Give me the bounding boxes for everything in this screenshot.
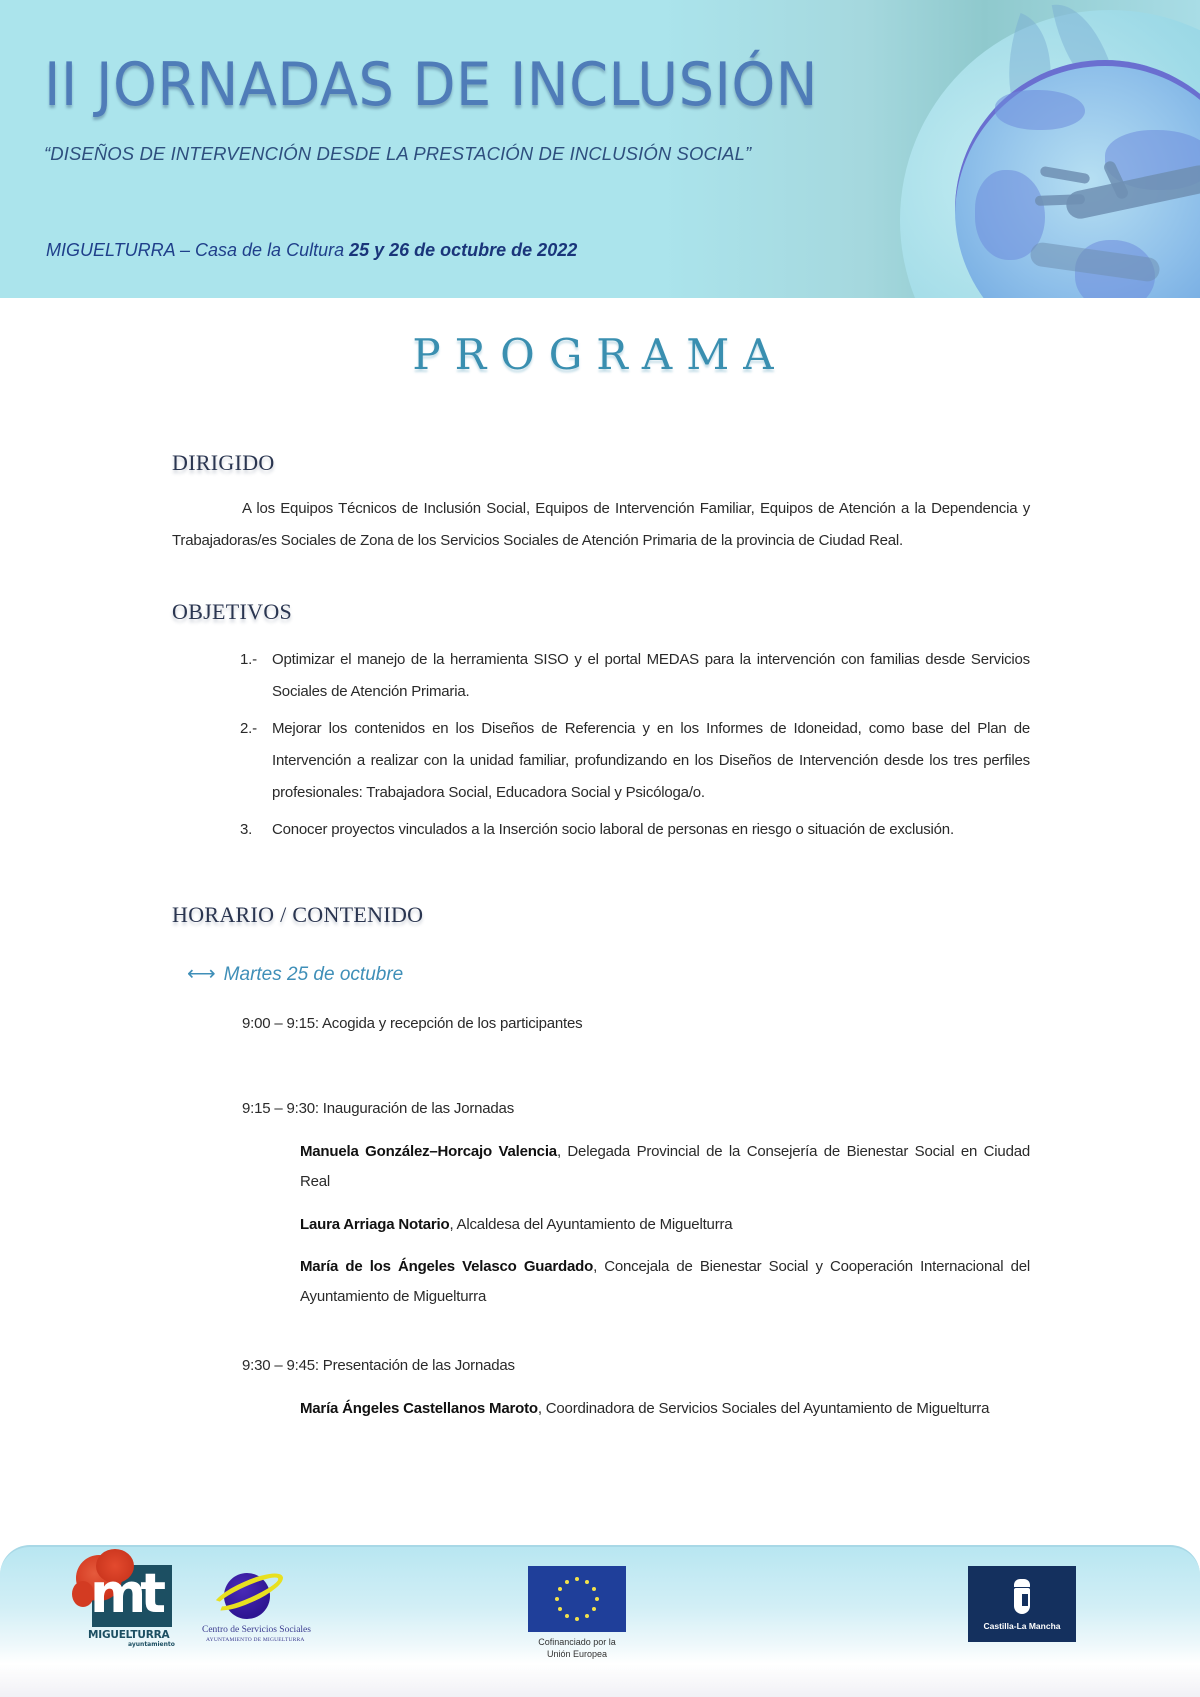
- logo-name: MIGUELTURRA: [88, 1629, 170, 1641]
- location-text: MIGUELTURRA – Casa de la Cultura: [46, 240, 350, 260]
- speaker-role: , Alcaldesa del Ayuntamiento de Miguelturra: [449, 1216, 733, 1233]
- eu-flag-icon: [528, 1566, 626, 1632]
- speaker-name: María Ángeles Castellanos Maroto: [300, 1400, 538, 1417]
- speaker-entry: [300, 1137, 1030, 1197]
- objective-item: [240, 644, 1030, 708]
- objectives-list: [240, 644, 1030, 851]
- speaker-role: , Concejala de Bienestar Social y Cooperación Internacional del Ayuntamiento de Miguelturra: [300, 1258, 1030, 1305]
- eu-star-icon: [558, 1607, 562, 1611]
- event-subtitle: “DISEÑOS DE INTERVENCIÓN DESDE LA PRESTACIÓN DE INCLUSIÓN SOCIAL”: [44, 143, 752, 164]
- eu-star-icon: [565, 1614, 569, 1618]
- eu-star-icon: [595, 1597, 599, 1601]
- eu-star-icon: [592, 1607, 596, 1611]
- speaker-entry: [300, 1210, 1030, 1240]
- objective-item: [240, 814, 1030, 846]
- event-dates: 25 y 26 de octubre de 2022: [349, 240, 578, 260]
- speaker-role: , Delegada Provincial de la Consejería de Bienestar Social en Ciudad Real: [300, 1143, 1030, 1190]
- centro-servicios-sociales-logo: [200, 1563, 310, 1648]
- speaker-role: , Coordinadora de Servicios Sociales del Ayuntamiento de Miguelturra: [537, 1400, 990, 1417]
- day-heading: [187, 961, 403, 986]
- eu-star-icon: [575, 1577, 579, 1581]
- schedule-slot: 9:30 – 9:45: Presentación de las Jornadas: [242, 1357, 515, 1374]
- objective-number: 3.: [240, 821, 253, 838]
- eu-star-icon: [592, 1587, 596, 1591]
- speaker-entry: [300, 1394, 1030, 1424]
- shield-icon: [1014, 1588, 1030, 1614]
- eu-star-icon: [555, 1597, 559, 1601]
- eu-star-icon: [585, 1580, 589, 1584]
- event-location: [46, 240, 577, 261]
- objective-text: Optimizar el manejo de la herramienta SISO y el portal MEDAS para la intervención con familias desde Servicios Sociales de Atención Primaria.: [272, 651, 1030, 700]
- header-banner: [0, 0, 1200, 298]
- eu-caption-line1: Cofinanciado por la: [538, 1637, 616, 1647]
- event-title: II JORNADAS DE INCLUSIÓN: [44, 50, 819, 120]
- objective-number: 1.-: [240, 651, 257, 668]
- logo-letters: mt: [90, 1562, 161, 1625]
- speaker-name: Manuela González–Horcajo Valencia: [300, 1143, 557, 1160]
- eu-star-icon: [575, 1617, 579, 1621]
- schedule-slot: 9:00 – 9:15: Acogida y recepción de los participantes: [242, 1015, 583, 1032]
- speaker-entry: [300, 1252, 1030, 1312]
- miguelturra-logo: [76, 1555, 174, 1650]
- finger-graphic: [1035, 194, 1085, 206]
- castilla-la-mancha-logo: [968, 1566, 1076, 1642]
- clm-label: Castilla-La Mancha: [983, 1621, 1061, 1631]
- section-heading-horario: HORARIO / CONTENIDO: [172, 902, 424, 927]
- section-heading-objetivos: OBJETIVOS: [172, 599, 293, 624]
- section-heading-dirigido: DIRIGIDO: [172, 450, 275, 475]
- objective-text: Conocer proyectos vinculados a la Inserción socio laboral de personas en riesgo o situación de exclusión.: [272, 821, 954, 838]
- eu-star-icon: [558, 1587, 562, 1591]
- eu-star-icon: [565, 1580, 569, 1584]
- eu-star-icon: [585, 1614, 589, 1618]
- logo-line1: Centro de Servicios Sociales: [202, 1625, 311, 1635]
- speaker-name: Laura Arriaga Notario: [300, 1216, 450, 1233]
- eu-caption-line2: Unión Europea: [546, 1649, 608, 1659]
- schedule-slot: 9:15 – 9:30: Inauguración de las Jornadas: [242, 1100, 515, 1117]
- crown-icon: [1014, 1579, 1030, 1587]
- double-arrow-icon: ⟷: [187, 963, 216, 985]
- page-title: PROGRAMA: [412, 330, 788, 379]
- objective-item: [240, 713, 1030, 809]
- day-label: Martes 25 de octubre: [223, 964, 404, 985]
- speaker-name: María de los Ángeles Velasco Guardado: [300, 1258, 594, 1275]
- dirigido-text: A los Equipos Técnicos de Inclusión Social, Equipos de Intervención Familiar, Equipos de Atención a la Dependencia y Trabajadoras/es Sociales de Zona de los Servicios Sociales de Atención Primaria de la provincia de Ciudad Real.: [172, 500, 1030, 549]
- logo-line2: AYUNTAMIENTO DE MIGUELTURRA: [206, 1637, 305, 1643]
- objective-number: 2.-: [240, 720, 257, 737]
- logo-sub: ayuntamiento: [128, 1641, 175, 1648]
- objective-text: Mejorar los contenidos en los Diseños de Referencia y en los Informes de Idoneidad, como base del Plan de Intervención a realizar con la unidad familiar, profundizando en los Diseños de Intervención desde los tres perfiles profesionales: Trabajadora Social, Educadora Social y Psicóloga/o.: [272, 720, 1030, 801]
- eu-logo: [528, 1566, 626, 1661]
